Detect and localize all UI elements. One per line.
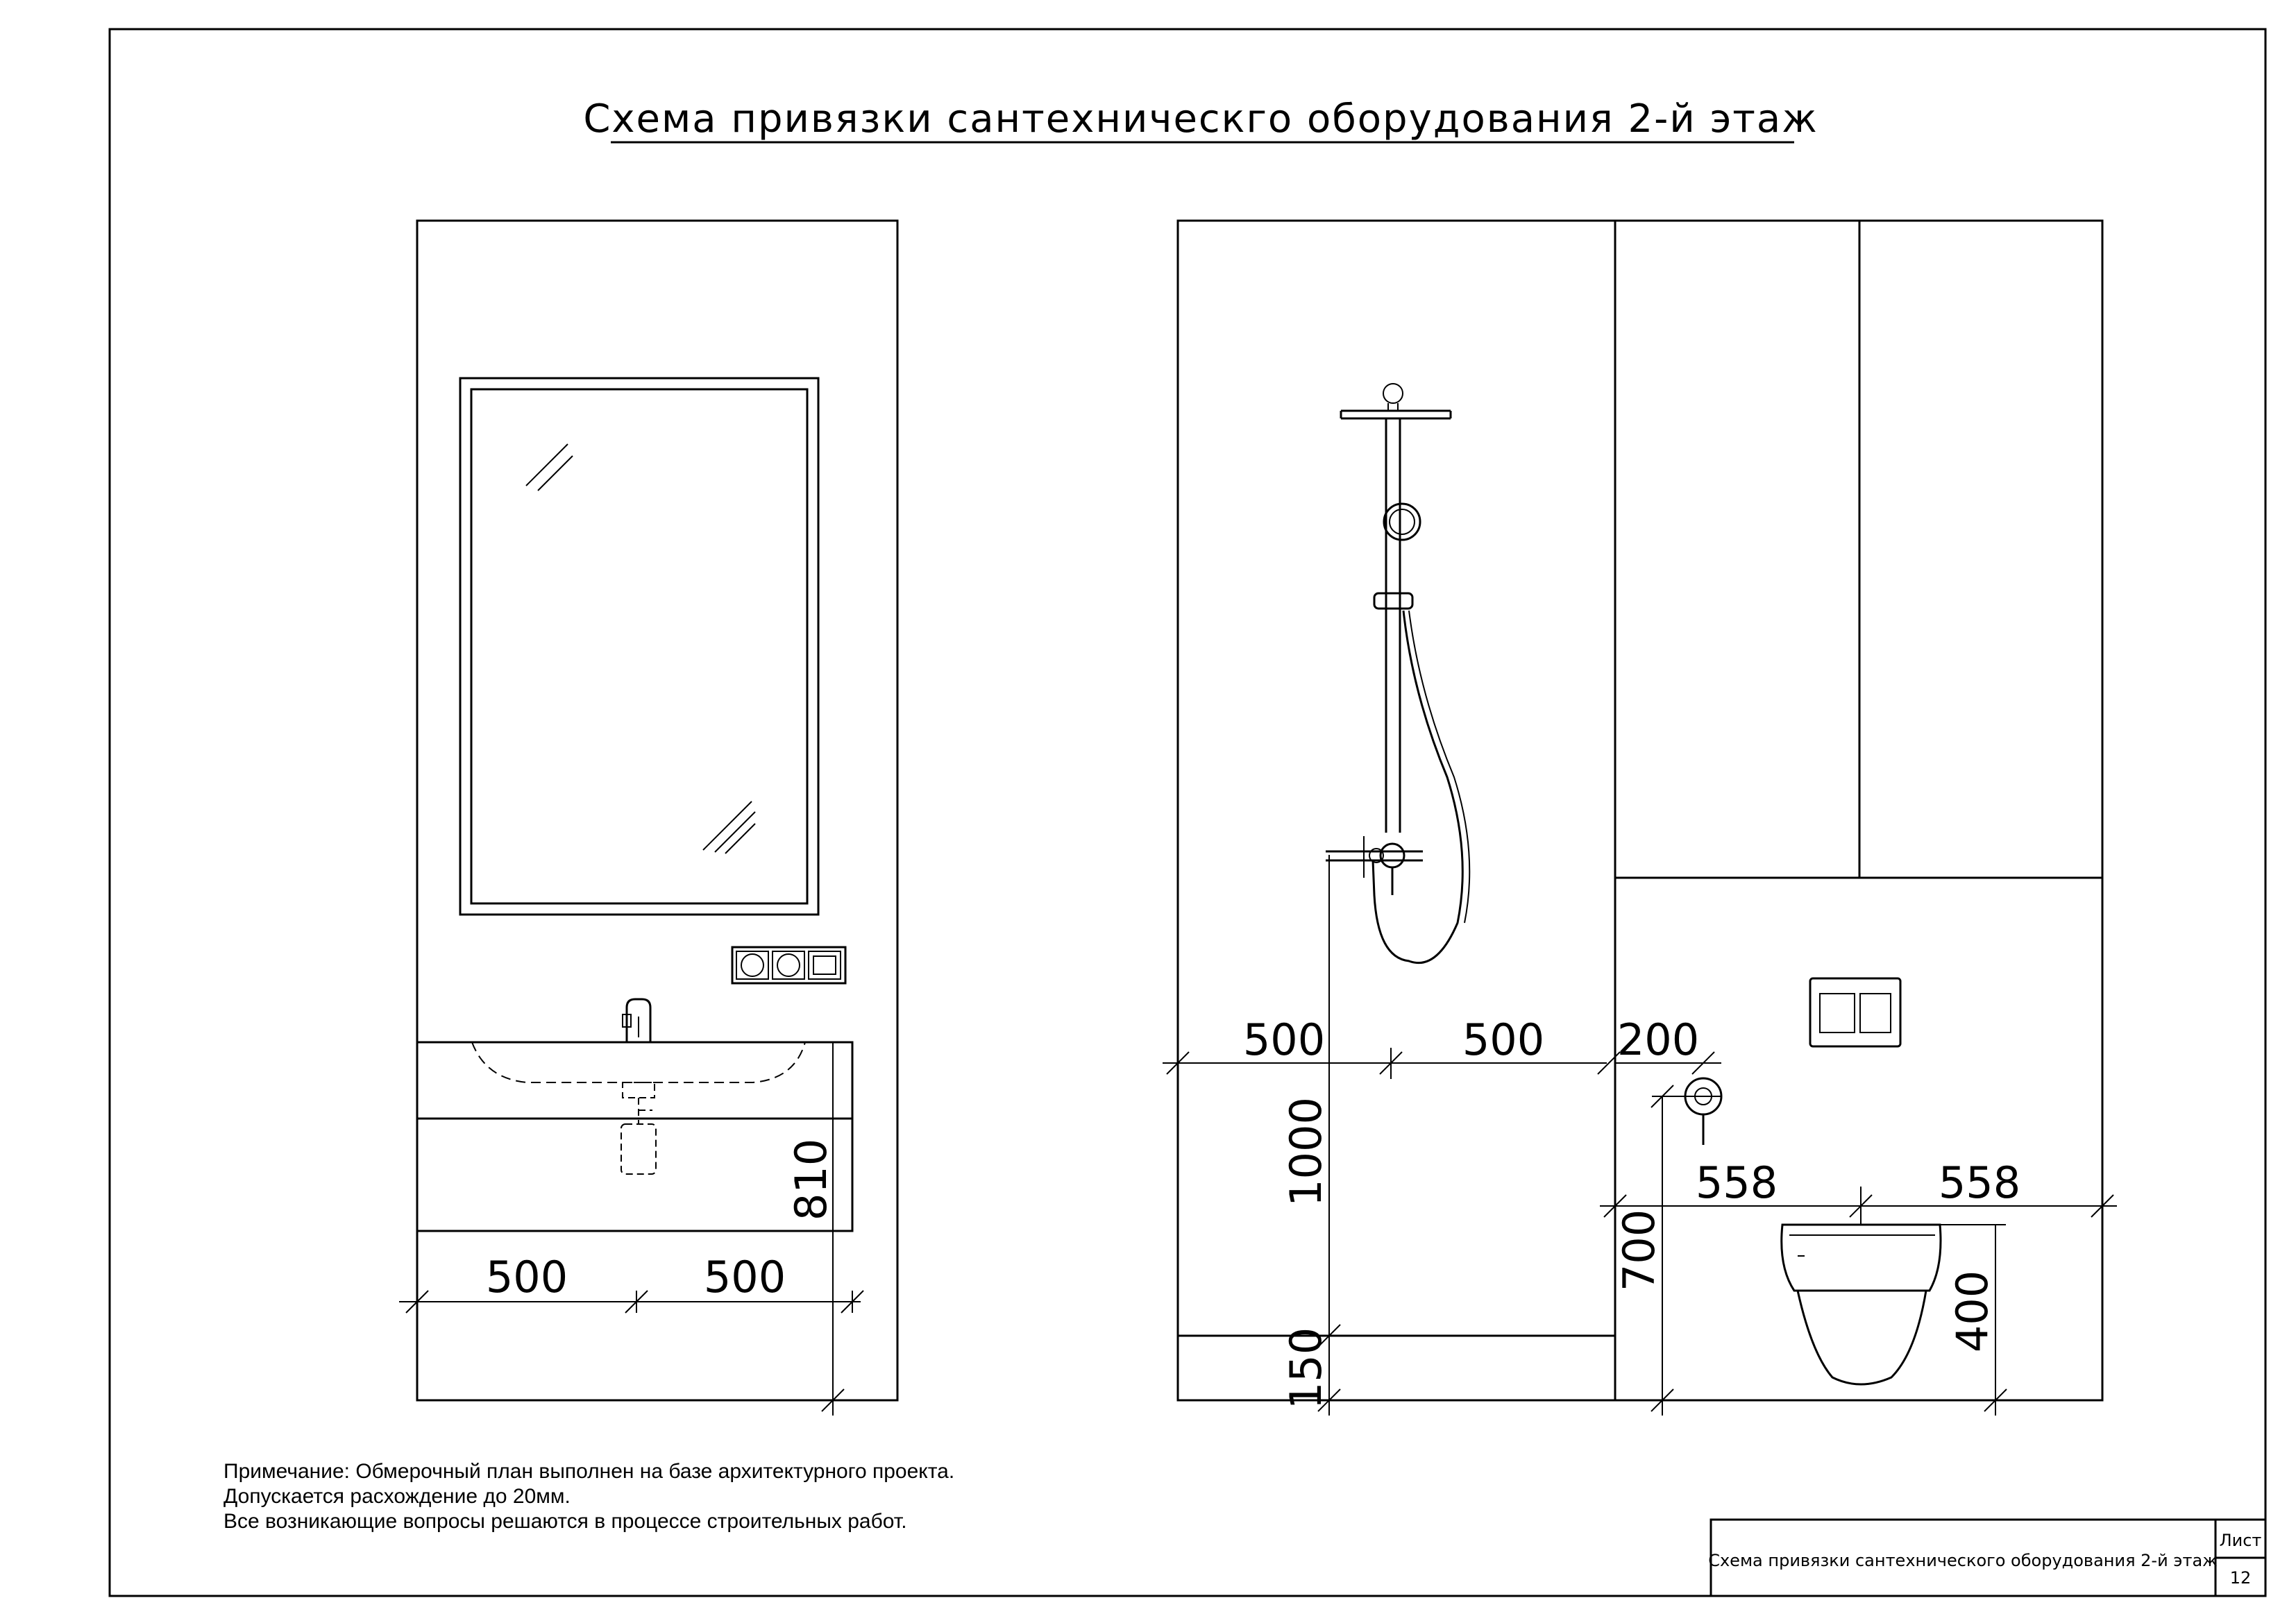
basin-faucet-icon [623,999,650,1042]
sheet-number: 12 [2229,1568,2252,1588]
dim-floor-height: 150 [1281,1327,1331,1410]
wc-width-dimension [1600,1157,2117,1225]
dim-wc-left: 558 [1695,1157,1778,1208]
note-line-1: Примечание: Обмерочный план выполнен на базе архитектурного проекта. [223,1460,955,1483]
wc-height-dimension [1940,1225,2007,1416]
dim-shower-left: 500 [1242,1014,1326,1065]
siphon-icon [621,1082,656,1174]
shower-width-dimension [1163,1014,1620,1079]
dim-left-width-2: 500 [703,1252,786,1302]
shower-column-icon [1326,384,1469,963]
title-block [1708,1520,2265,1596]
left-wall-outline [417,221,897,1400]
note-line-3: Все возникающие вопросы решаются в процессе строительных работ. [223,1510,907,1533]
mixer-offset-dimension [1615,1014,1721,1074]
dim-shower-right: 500 [1462,1014,1545,1065]
concealed-mixer-icon [1685,1078,1721,1145]
right-elevation [1163,221,2117,1416]
mirror-reflection-icon [526,444,755,853]
dim-left-width-1: 500 [485,1252,568,1302]
sheet-label: Лист [2219,1531,2262,1550]
sheet-frame [110,29,2265,1596]
mirror-frame [460,378,818,915]
wall-hung-wc-icon [1782,1225,1941,1384]
dim-mixer-offset: 200 [1617,1014,1700,1065]
dim-left-height: 810 [786,1138,836,1221]
title-block-name: Схема привязки сантехнического оборудования 2-й этаж [1708,1551,2218,1570]
drawing-title: Схема привязки сантехническго оборудования 2-й этаж [583,96,1818,142]
mixer-height-dimension [1614,1085,1721,1416]
socket-block-icon [732,947,845,983]
dim-shower-height: 1000 [1281,1097,1331,1207]
flush-plate-icon [1810,978,1900,1046]
left-elevation [399,221,897,1416]
left-width-dimension [399,1252,863,1313]
note-line-2: Допускается расхождение до 20мм. [223,1485,571,1508]
left-height-dimension [786,1042,844,1416]
shower-height-dimension [1281,855,1340,1416]
dim-wc-install-height: 700 [1614,1209,1664,1292]
basin-icon [472,1042,805,1082]
mirror-glass [471,389,807,903]
dim-wc-height: 400 [1947,1270,1998,1353]
dim-wc-right: 558 [1938,1157,2021,1208]
